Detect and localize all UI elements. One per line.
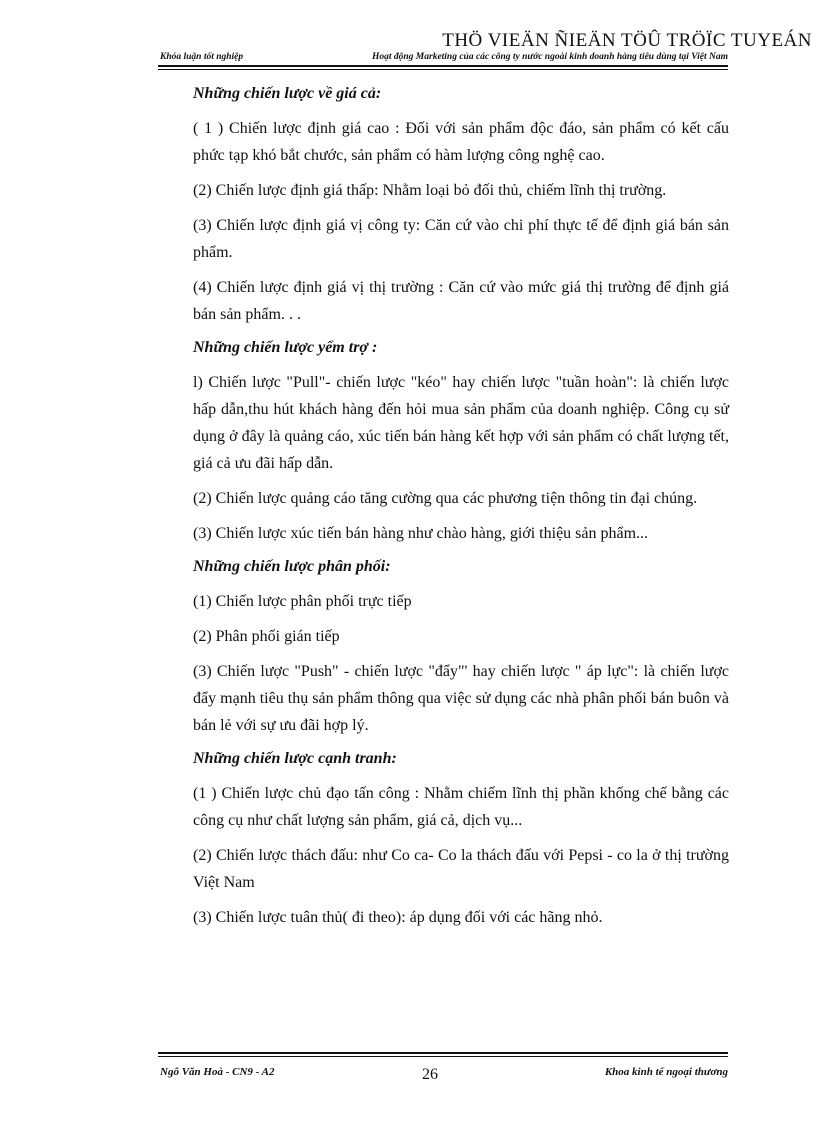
section-competition [193,747,729,931]
header-rule-thick [158,65,728,67]
document-body [193,82,729,939]
paragraph: (3) Chiến lược "Push" - chiến lược "đẩy"' hay chiến lược " áp lực": là chiến lược đẩy mạnh tiêu thụ sản phẩm thông qua việc sử dụng các nhà phân phối bán buôn và bán lẻ với sự ưu đãi hợp lý. [193,663,729,734]
footer-author: Ngô Văn Hoà - CN9 - A2 [160,1066,275,1078]
header-rule-thin [158,69,728,70]
paragraph: (1 ) Chiến lược chủ đạo tấn công : Nhằm chiếm lĩnh thị phần khống chế bằng các công cụ như chất lượng sản phẩm, giá cả, dịch vụ... [193,785,729,829]
section-heading: Những chiến lược về giá cả: [193,85,382,102]
page-number: 26 [422,1066,438,1083]
header-right: Hoạt động Marketing của các công ty nước ngoài kinh doanh hàng tiêu dùng tại Việt Nam [371,52,728,62]
header-left: Khóa luận tốt nghiệp [160,52,244,62]
paragraph: (3) Chiến lược định giá vị công ty: Căn cứ vào chi phí thực tế để định giá bán sản phẩm. [193,217,729,261]
section-distribution [193,555,729,739]
page-footer [160,1066,728,1083]
paragraph: (2) Chiến lược quảng cáo tăng cường qua các phương tiện thông tin đại chúng. [193,490,698,507]
paragraph: (3) Chiến lược xúc tiến bán hàng như chào hàng, giới thiệu sản phẩm... [193,525,649,542]
section-heading: Những chiến lược phân phối: [193,558,391,575]
paragraph: (1) Chiến lược phân phối trực tiếp [193,593,412,610]
section-heading: Những chiến lược cạnh tranh: [193,750,397,767]
paragraph: (2) Chiến lược thách đấu: như Co ca- Co la thách đấu với Pepsi - co la ở thị trường Việt Nam [193,847,729,891]
paragraph: (3) Chiến lược tuân thủ( đi theo): áp dụng đối với các hãng nhỏ. [193,909,603,926]
section-support [193,336,729,547]
watermark-text: THÖ VIEÄN ÑIEÄN TÖÛ TRÖÏC TUYEÁN [442,30,812,51]
paragraph: (2) Phân phối gián tiếp [193,628,340,645]
paragraph: l) Chiến lược "Pull"- chiến lược "kéo" hay chiến lược "tuần hoàn": là chiến lược hấp dẫn,thu hút khách hàng đến hỏi mua sản phẩm của doanh nghiệp. Công cụ sử dụng ở đây là quảng cáo, xúc tiến bán hàng kết hợp với sản phẩm có chất lượng tết, giá cả ưu đãi hấp dẫn. [193,374,729,472]
page-header [160,52,728,62]
section-pricing [193,82,729,328]
paragraph: (2) Chiến lược định giá thấp: Nhằm loại bỏ đối thủ, chiếm lĩnh thị trường. [193,182,667,199]
section-heading: Những chiến lược yểm trợ : [193,339,378,356]
paragraph: ( 1 ) Chiến lược định giá cao : Đối với sản phẩm độc đáo, sản phẩm có kết cấu phức tạp khó bắt chước, sản phẩm có hàm lượng công nghệ cao. [193,120,729,164]
footer-rule-thin [158,1056,728,1057]
footer-rule-thick [158,1052,728,1054]
footer-faculty: Khoa kinh tế ngoại thương [604,1066,728,1078]
paragraph: (4) Chiến lược định giá vị thị trường : Căn cứ vào mức giá thị trường để định giá bán sản phẩm. . . [193,279,729,323]
